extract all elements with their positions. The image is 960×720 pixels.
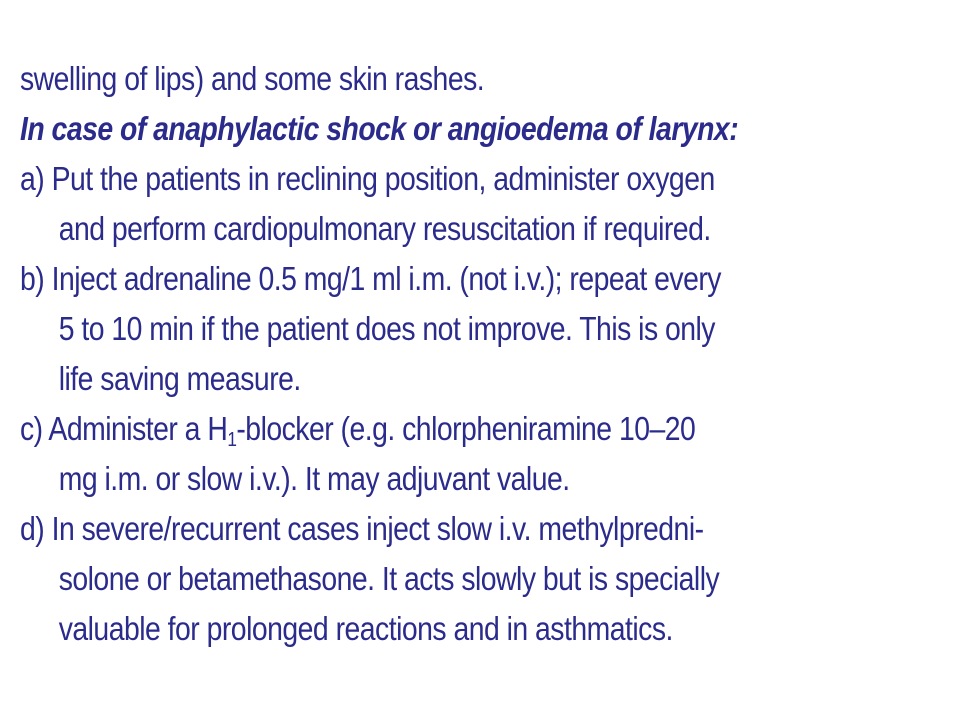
item-a-line-2: and perform cardiopulmonary resuscitation if required. — [58, 210, 711, 247]
item-d-line-2: solone or betamethasone. It acts slowly but is specially — [58, 560, 720, 597]
item-a-text-1: Put the patients in reclining position, administer oxygen — [51, 160, 715, 197]
item-d-line-1 — [20, 504, 949, 554]
item-b-line-3: life saving measure. — [58, 360, 301, 397]
item-c-text-before-sub: Administer a H — [48, 410, 228, 447]
item-d-marker: d) — [20, 510, 45, 547]
item-c-text-after-sub: -blocker (e.g. chlorpheniramine 10–20 — [236, 410, 696, 447]
item-c-marker: c) — [20, 410, 43, 447]
item-d-text-1: In severe/recurrent cases inject slow i.v. methylpredni- — [51, 510, 704, 547]
item-b-text-1: Inject adrenaline 0.5 mg/1 ml i.m. (not i.v.); repeat every — [51, 260, 721, 297]
item-c-line-2: mg i.m. or slow i.v.). It may adjuvant value. — [58, 460, 570, 497]
item-a-marker: a) — [20, 160, 45, 197]
item-a-line-1 — [20, 154, 949, 204]
slide-body-text — [20, 54, 949, 654]
item-b-line-1 — [20, 254, 949, 304]
item-c-line-1 — [20, 404, 949, 454]
intro-line: swelling of lips) and some skin rashes. — [20, 60, 485, 97]
item-b-marker: b) — [20, 260, 45, 297]
item-c-subscript: 1 — [227, 429, 237, 451]
section-heading: In case of anaphylactic shock or angioedema of larynx: — [20, 110, 739, 147]
item-d-line-3: valuable for prolonged reactions and in asthmatics. — [58, 610, 673, 647]
item-b-line-2: 5 to 10 min if the patient does not improve. This is only — [58, 310, 715, 347]
